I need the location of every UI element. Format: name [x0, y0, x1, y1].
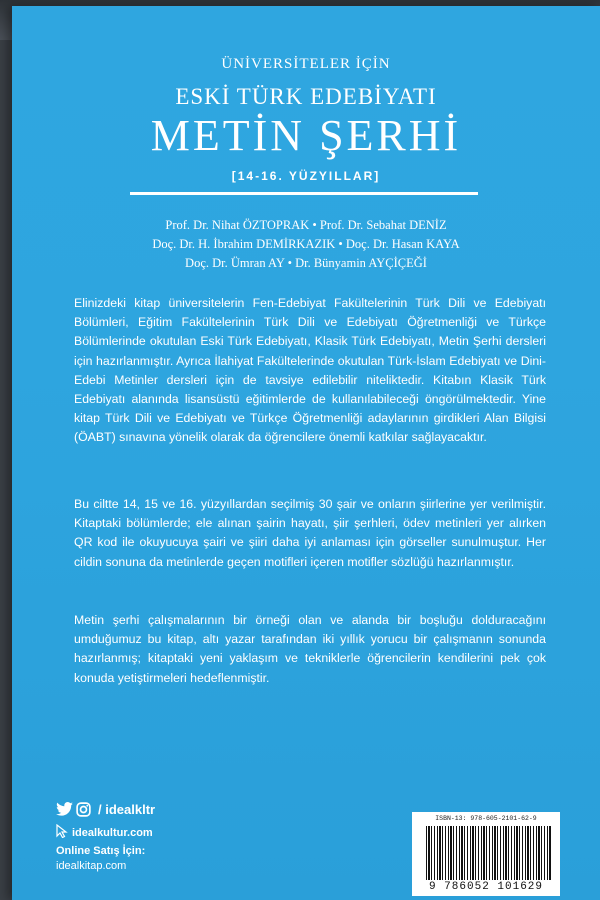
cursor-icon [56, 824, 68, 841]
twitter-icon[interactable] [56, 802, 73, 816]
social-handle[interactable]: / idealkltr [98, 801, 156, 817]
online-sales-label: Online Satış İçin: [56, 845, 146, 857]
description-paragraph-1: Elinizdeki kitap üniversitelerin Fen-Edebiyat Fakültelerinin Türk Dili ve Edebiyatı Bölümleri, Eğitim Fakültelerinin Türk Dili ve Edebiyatı Öğretmenliği ve Türkçe Bölümlerinde okutulan Eski Türk Edebiyatı, Klasik Türk Edebiyatı, Metin Şerhi dersleri için hazırlanmıştır. Ayrıca İlahiyat Fakültelerinde okutulan Türk-İslam Edebiyatı ve Dini-Edebi Metinler dersleri için de tavsiye edilebilir niteliktedir. Kitabın Klasik Türk Edebiyatı alanında lisansüstü eğitimlerde de kullanılabileceği öngörülmektedir. Yine kitap Türk Dili ve Edebiyatı ve Türkçe Öğretmenliği adaylarının girdikleri Alan Bilgisi (ÖABT) sınavına yönelik olarak da öğrencilere önemli katkılar sağlayacaktır. [74, 296, 546, 445]
shop-link[interactable]: idealkitap.com [56, 860, 127, 872]
website-row [56, 824, 155, 841]
cover-title: METİN ŞERHİ [150, 111, 462, 160]
author-list [12, 216, 600, 273]
social-row [56, 800, 155, 818]
author-line: Doç. Dr. Ümran AY • Dr. Bünyamin AYÇİÇEĞİ [185, 256, 427, 270]
website-link[interactable]: idealkultur.com [72, 826, 153, 839]
cover-subtitle-2: ESKİ TÜRK EDEBİYATI [175, 84, 437, 109]
description-paragraph-3: Metin şerhi çalışmalarının bir örneği olan ve alanda bir boşluğu dolduracağını umduğumuz bu kitap, altı yazar tarafından iki yıllık yorucu bir çalışmanın sonunda hazırlanmış; kitaptaki yeni yaklaşım ve tekniklerle öğrencilerin kendilerini pek çok konuda yetiştirmeleri hedeflenmiştir. [74, 613, 546, 685]
title-divider [130, 192, 478, 195]
isbn-barcode [412, 812, 560, 896]
isbn-label: ISBN-13: 978-605-2101-62-9 [435, 815, 537, 822]
instagram-icon[interactable] [76, 802, 91, 817]
publisher-footer [56, 800, 155, 872]
barcode-bars [426, 826, 552, 880]
description-paragraph-2: Bu ciltte 14, 15 ve 16. yüzyıllardan seçilmiş 30 şair ve onların şiirlerine yer verilmiştir. Kitaptaki bölümlerde; ele alınan şairin hayatı, şiir şerhleri, ödev metinleri yer alırken QR kod ile okuyucuya şairi ve şiiri daha iyi anlaması için görseller sunulmuştur. Her cildin sonuna da metinlerde geçen motifleri içeren motifler sözlüğü hazırlanmıştır. [74, 497, 546, 569]
book-back-cover [12, 6, 600, 900]
cover-subtitle-1: ÜNİVERSİTELER İÇİN [221, 56, 391, 72]
century-range: [14-16. YÜZYILLAR] [231, 169, 381, 183]
author-line: Doç. Dr. H. İbrahim DEMİRKAZIK • Doç. Dr. Hasan KAYA [152, 237, 460, 251]
barcode-digits: 9 786052 101629 [428, 881, 544, 893]
author-line: Prof. Dr. Nihat ÖZTOPRAK • Prof. Dr. Sebahat DENİZ [165, 218, 447, 232]
